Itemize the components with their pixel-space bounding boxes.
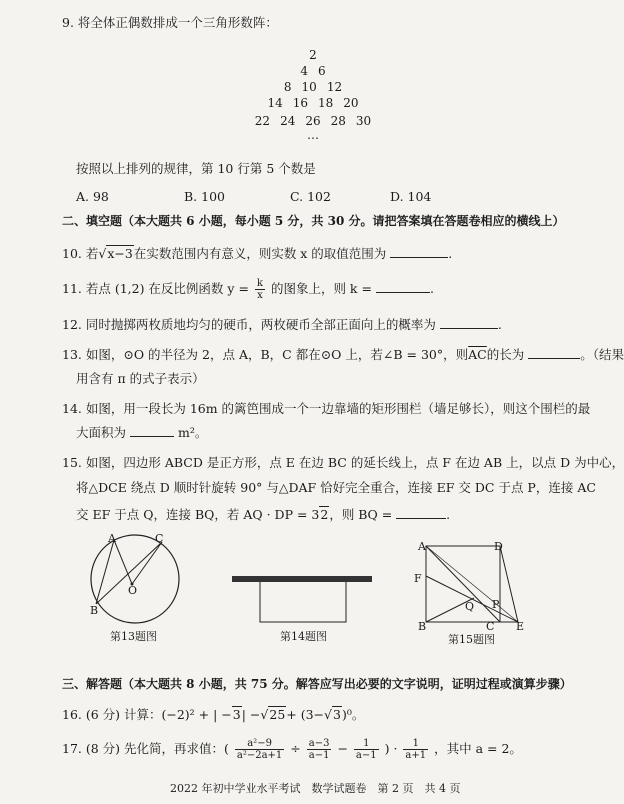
q13-line2: 用含有 π 的式子表示） [76,371,205,386]
q15-line1: 15. 如图，四边形 ABCD 是正方形，点 E 在边 BC 的延长线上，点 F 在边 AB 上，以点 D 为中心， [62,455,624,470]
number-row-3: 8 10 12 [283,80,343,94]
fig13-label-b: B [90,604,99,617]
q9-option-b: B. 100 [184,189,225,204]
q14-line1: 14. 如图，用一段长为 16m 的篱笆围成一个一边靠墙的矩形围栏（墙足够长），则这个围栏的最 [62,401,591,416]
q11-fraction: $\frac{k}{x}$ [256,278,263,301]
fig13-label-o: O [128,584,138,597]
q17-fraction-4: $\frac{1}{a+1}$ [405,738,427,761]
q10: 10. 若√x−3在实数范围内有意义，则实数 x 的取值范围为 . [62,246,453,261]
q9-option-a: A. 98 [76,189,109,204]
figure-13-caption: 第13题图 [110,630,157,643]
number-row-5: 22 24 26 28 30 [254,114,372,128]
q13-line1: 13. 如图，⊙O 的半径为 2，点 A，B，C 都在⊙O 上，若∠B = 30°，则$\overline{AC}$的长为 。（结果 [62,347,624,362]
q9-option-c: C. 102 [290,189,331,204]
q16: 16. (6 分) 计算：(−2)² + | −3| −√25+ (3−√3)⁰。 [62,707,365,722]
q11-answer-blank [376,280,430,293]
figure-14-caption: 第14题图 [280,630,327,643]
section-2-heading: 二、填空题（本大题共 6 小题，每小题 5 分，共 30 分。请把答案填在答题卷相应的横线上） [62,214,565,228]
section-3-heading: 三、解答题（本大题共 8 小题，共 75 分。解答应写出必要的文字说明，证明过程或演算步骤） [62,677,572,691]
figure-15-square [418,540,538,632]
number-row-1: 2 [309,48,317,62]
figure-13-circle [88,532,188,632]
q9-title: 9. 将全体正偶数排成一个三角形数阵： [62,15,278,30]
fig15-label-f: F [414,572,422,585]
q9-question: 按照以上排列的规律，第 10 行第 5 个数是 [76,161,316,176]
q9-option-d: D. 104 [390,189,432,204]
q17-fraction-3: $\frac{1}{a-1}$ [355,738,377,761]
q14-line2: 大面积为 m²。 [76,425,208,440]
q10-answer-blank [390,245,448,258]
q12: 12. 同时抛掷两枚质地均匀的硬币，两枚硬币全部正面向上的概率为 . [62,317,502,332]
q11: 11. 若点 (1,2) 在反比例函数 y = $\frac{k}{x}$ 的图象上，则 k = . [62,278,434,301]
q17-fraction-2: $\frac{a-3}{a-1}$ [308,738,330,761]
number-row-ellipsis: … [307,128,319,142]
fig15-label-d: D [494,540,503,553]
figure-15-caption: 第15题图 [448,633,495,646]
q17-fraction-1: $\frac{\text{a²−9}}{\text{a²−2a+1}}$ [236,738,283,761]
q15-line2: 将△DCE 绕点 D 顺时针旋转 90° 与△DAF 恰好完全重合，连接 EF 交 DC 于点 P，连接 AC [76,480,596,495]
fig15-label-c: C [486,620,495,633]
figure-14-fence [228,572,378,632]
q15-line3: 交 EF 于点 Q，连接 BQ，若 AQ · DP = 32，则 BQ = . [76,507,451,522]
fig15-label-e: E [516,620,525,633]
q12-answer-blank [440,316,498,329]
fig13-label-a: A [108,532,116,545]
fig15-label-a: A [418,540,426,553]
q15-answer-blank [396,506,446,519]
page-footer: 2022 年初中学业水平考试 数学试题卷 第 2 页 共 4 页 [170,782,461,795]
q14-answer-blank [130,424,174,437]
q13-answer-blank [528,346,580,359]
number-row-4: 14 16 18 20 [267,96,359,110]
fig15-label-p: P [492,598,500,611]
fig13-label-c: C [155,532,164,545]
q17: 17. (8 分) 先化简，再求值：( $\frac{\text{a²−9}}{\text{a²−2a+1}}$ ÷ $\frac{a-3}{a-1}$ − $\frac{1}{a-1}$ ) · $\frac{1}{a+1}$ ，其中 a = 2。 [62,738,522,761]
fig15-label-b: B [418,620,427,633]
fig15-label-q: Q [465,600,475,613]
number-row-2: 4 6 [300,64,326,78]
